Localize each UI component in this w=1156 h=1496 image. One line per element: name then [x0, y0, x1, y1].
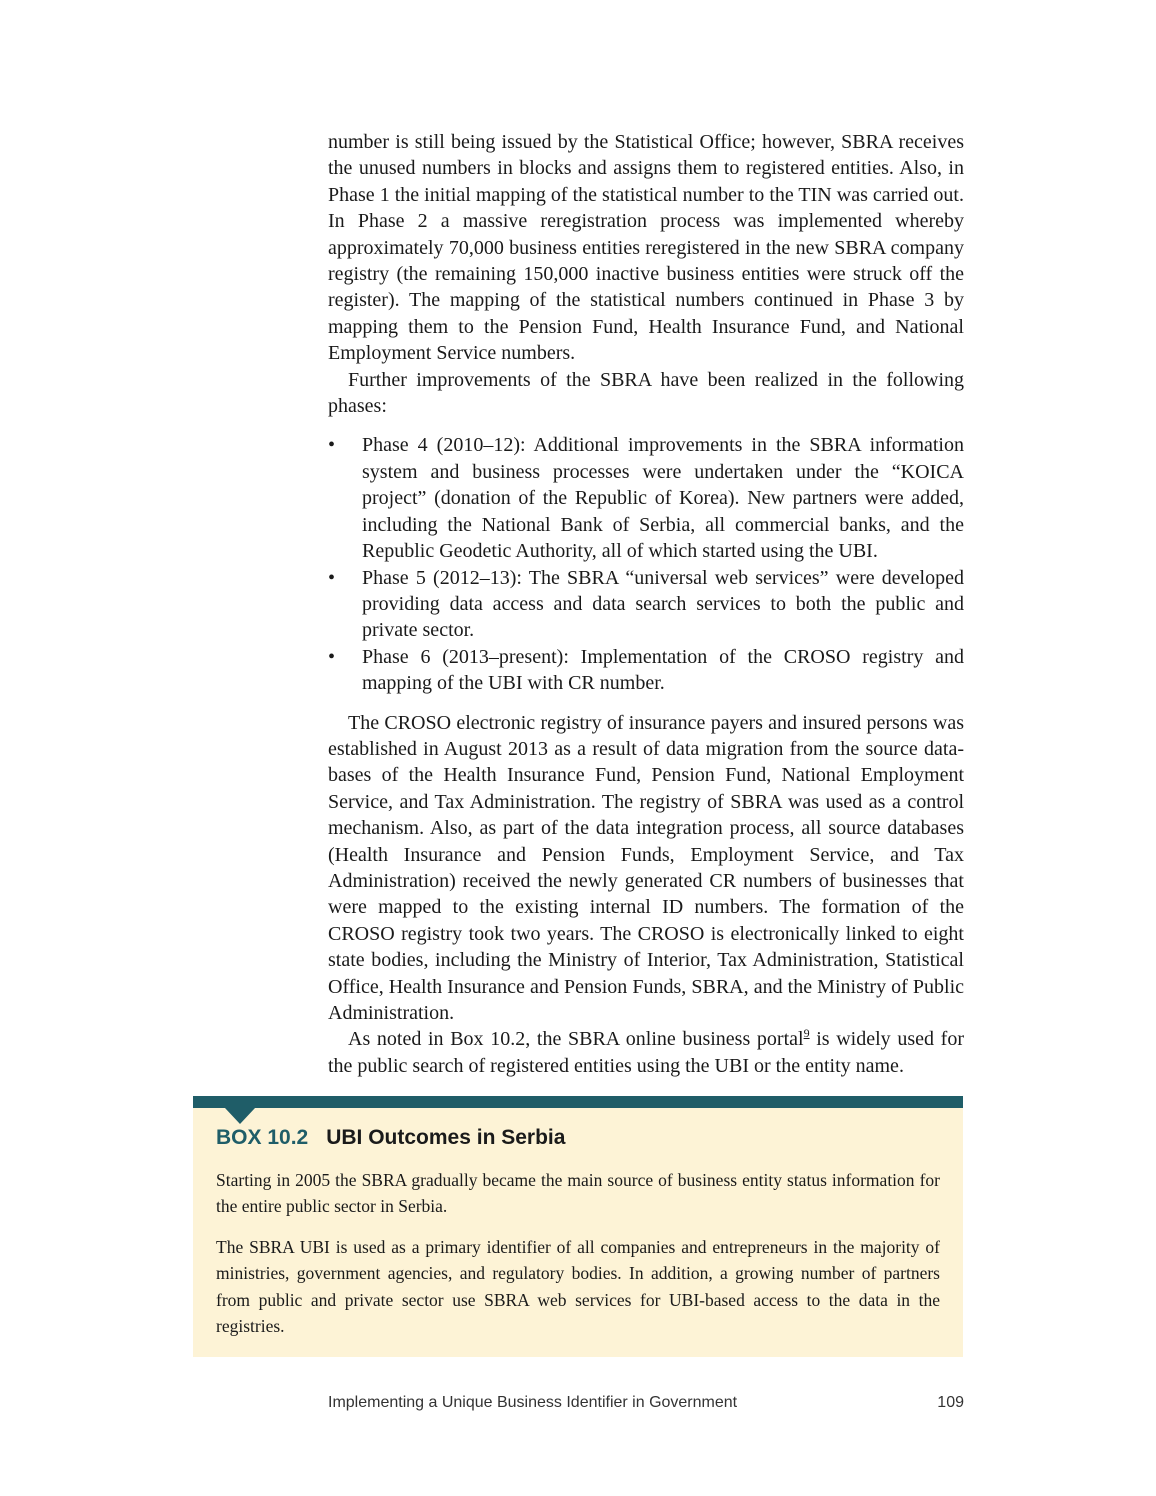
- footnote-link[interactable]: 9: [803, 1026, 810, 1041]
- body-paragraph: The CROSO electronic registry of insurance payers and insured persons was established in August 2013 as a result of data migration from the source databases of the Health Insurance Fund, Pension Fund, National Employment Service, and Tax Administration. The registry of SBRA was used as a control mechanism. Also, as part of the data integration process, all source databases (Health Insurance and Pension Funds, Employment Service, and Tax Administration) received the newly generated CR numbers of businesses that were mapped to the existing internal ID numbers. The formation of the CROSO registry took two years. The CROSO is electronically linked to eight state bodies, including the Ministry of Interior, Tax Administration, Statistical Office, Health Insurance and Pension Funds, SBRA, and the Ministry of Public Administration.: [328, 711, 964, 1024]
- list-item-text: Phase 5 (2012–13): The SBRA “universal web services” were developed providing data access and data search services to both the public and private sector.: [362, 566, 964, 642]
- phase-list: [328, 432, 964, 696]
- footer-title: Implementing a Unique Business Identifier in Government: [328, 1394, 738, 1411]
- bullet-icon: •: [328, 434, 336, 457]
- sidebar-box: [193, 1096, 963, 1357]
- list-item: [328, 565, 964, 644]
- body-paragraph: [328, 1026, 964, 1079]
- box-top-bar: [193, 1096, 963, 1108]
- main-text-column: [328, 129, 964, 1079]
- bullet-icon: •: [328, 566, 336, 589]
- page-number: 109: [937, 1394, 964, 1411]
- list-item: [328, 644, 964, 697]
- box-title: UBI Outcomes in Serbia: [326, 1126, 566, 1149]
- paragraph-text: is widely used for the public search of registered entities using the UBI or the entity name.: [328, 1028, 964, 1077]
- bullet-icon: •: [328, 645, 336, 668]
- box-paragraph: Starting in 2005 the SBRA gradually became the main source of business entity status information for the entire public sector in Serbia.: [216, 1170, 940, 1217]
- box-label: BOX 10.2: [216, 1126, 309, 1149]
- body-paragraph: number is still being issued by the Statistical Office; however, SBRA receives the unused numbers in blocks and assigns them to registered entities. Also, in Phase 1 the initial mapping of the statistical number to the TIN was carried out. In Phase 2 a massive reregistration process was implemented whereby approximately 70,000 business entities reregistered in the new SBRA company registry (the remaining 150,000 inactive business entities were struck off the register). The mapping of the statistical numbers continued in Phase 3 by mapping them to the Pension Fund, Health Insurance Fund, and National Employment Service numbers.: [328, 131, 964, 365]
- page-footer: [328, 1394, 964, 1418]
- box-paragraph: The SBRA UBI is used as a primary identifier of all companies and entrepreneurs in the majority of ministries, government agencies, and regulatory bodies. In addition, a growing number of partners from public and private sector use SBRA web services for UBI-based access to the data in the registries.: [216, 1236, 940, 1337]
- list-item-text: Phase 6 (2013–present): Implementation of the CROSO registry and mapping of the UBI with CR number.: [362, 645, 964, 695]
- list-item: [328, 432, 964, 564]
- paragraph-text: As noted in Box 10.2, the SBRA online business portal: [348, 1028, 804, 1051]
- box-heading: [216, 1124, 565, 1152]
- body-paragraph: Further improvements of the SBRA have been realized in the following phases:: [328, 368, 964, 418]
- list-item-text: Phase 4 (2010–12): Additional improvements in the SBRA information system and business processes were undertaken under the “KOICA project” (donation of the Republic of Korea). New partners were added, including the National Bank of Serbia, all commercial banks, and the Republic Geodetic Authority, all of which started using the UBI.: [362, 434, 964, 563]
- box-tab-triangle-icon: [225, 1108, 255, 1124]
- box-body: [216, 1167, 940, 1353]
